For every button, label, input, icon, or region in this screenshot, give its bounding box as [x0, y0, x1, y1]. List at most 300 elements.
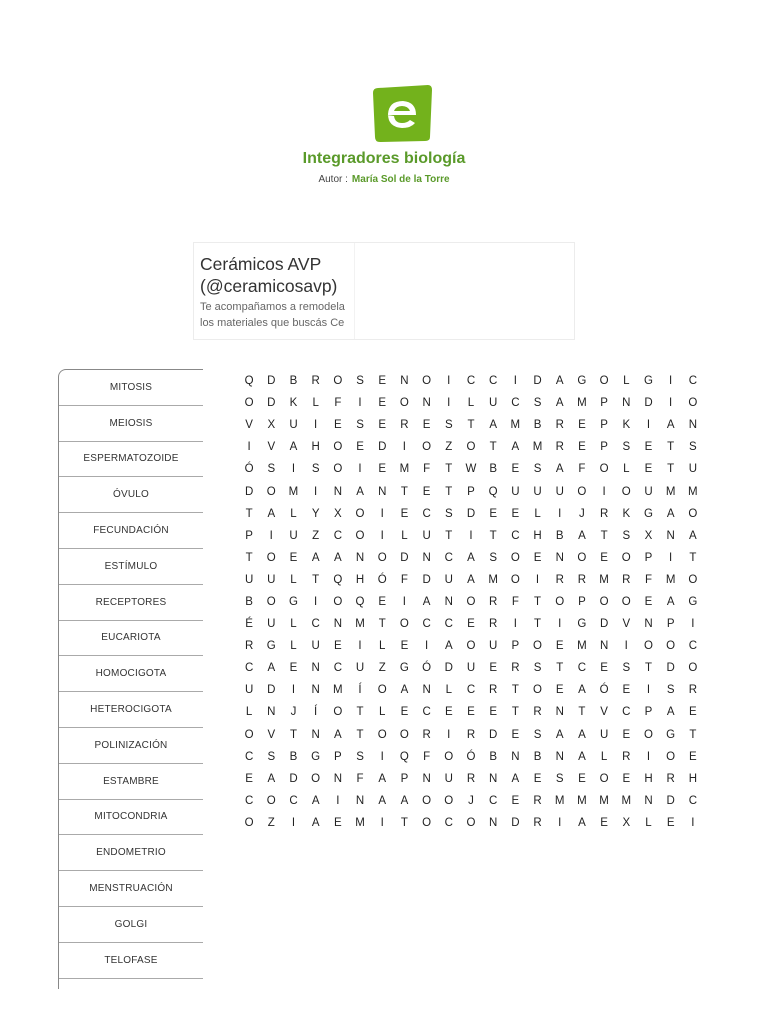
grid-letter[interactable]: V: [267, 728, 276, 741]
grid-letter[interactable]: T: [312, 573, 320, 586]
grid-letter[interactable]: R: [533, 706, 542, 719]
grid-letter[interactable]: H: [688, 772, 697, 785]
grid-letter[interactable]: I: [646, 419, 651, 432]
grid-letter[interactable]: O: [377, 684, 387, 697]
grid-letter[interactable]: S: [311, 463, 320, 476]
grid-letter[interactable]: N: [688, 419, 697, 432]
grid-letter[interactable]: G: [288, 595, 298, 608]
grid-letter[interactable]: C: [311, 618, 320, 631]
grid-letter[interactable]: R: [577, 573, 587, 586]
grid-letter[interactable]: N: [489, 816, 498, 829]
letter-grid[interactable]: [238, 370, 704, 834]
grid-letter[interactable]: D: [267, 397, 276, 410]
grid-letter[interactable]: Z: [378, 662, 386, 675]
grid-letter[interactable]: E: [400, 706, 409, 719]
grid-letter[interactable]: D: [267, 684, 276, 697]
grid-letter[interactable]: O: [444, 750, 454, 763]
grid-letter[interactable]: P: [400, 772, 409, 785]
grid-letter[interactable]: A: [267, 507, 276, 520]
grid-letter[interactable]: R: [622, 573, 631, 586]
grid-letter[interactable]: O: [311, 772, 321, 785]
grid-letter[interactable]: R: [599, 507, 609, 520]
grid-letter[interactable]: D: [466, 507, 476, 520]
grid-letter[interactable]: Ó: [377, 573, 387, 586]
grid-letter[interactable]: R: [666, 772, 675, 785]
grid-letter[interactable]: E: [489, 662, 497, 675]
grid-letter[interactable]: N: [378, 485, 387, 498]
grid-letter[interactable]: C: [444, 618, 453, 631]
grid-letter[interactable]: A: [578, 684, 586, 697]
grid-letter[interactable]: O: [399, 618, 409, 631]
grid-letter[interactable]: B: [289, 750, 298, 763]
grid-letter[interactable]: O: [666, 750, 676, 763]
grid-letter[interactable]: L: [445, 684, 452, 697]
grid-letter[interactable]: I: [380, 816, 384, 829]
grid-letter[interactable]: E: [378, 463, 387, 476]
grid-letter[interactable]: A: [400, 684, 409, 697]
grid-letter[interactable]: V: [600, 706, 608, 719]
grid-letter[interactable]: T: [445, 463, 453, 476]
grid-letter[interactable]: G: [577, 618, 587, 631]
grid-letter[interactable]: I: [447, 397, 451, 410]
grid-letter[interactable]: E: [689, 706, 697, 719]
grid-letter[interactable]: I: [380, 507, 384, 520]
grid-letter[interactable]: T: [600, 529, 608, 542]
grid-letter[interactable]: A: [422, 595, 431, 608]
grid-letter[interactable]: N: [666, 529, 675, 542]
grid-letter[interactable]: A: [267, 662, 276, 675]
grid-letter[interactable]: R: [311, 375, 320, 388]
grid-letter[interactable]: T: [289, 728, 297, 741]
grid-letter[interactable]: S: [267, 463, 276, 476]
grid-letter[interactable]: U: [311, 640, 320, 653]
grid-letter[interactable]: O: [599, 375, 609, 388]
grid-letter[interactable]: K: [289, 397, 298, 410]
grid-letter[interactable]: R: [511, 662, 520, 675]
grid-letter[interactable]: S: [489, 551, 497, 564]
grid-letter[interactable]: U: [466, 662, 476, 675]
grid-letter[interactable]: C: [244, 794, 254, 807]
grid-letter[interactable]: C: [688, 375, 697, 388]
grid-letter[interactable]: Q: [488, 485, 498, 498]
grid-letter[interactable]: A: [289, 441, 298, 454]
grid-letter[interactable]: B: [533, 419, 542, 432]
grid-letter[interactable]: E: [489, 507, 497, 520]
grid-letter[interactable]: E: [622, 728, 631, 741]
grid-letter[interactable]: V: [622, 618, 631, 631]
grid-letter[interactable]: M: [510, 419, 521, 432]
grid-letter[interactable]: A: [467, 551, 475, 564]
grid-letter[interactable]: E: [511, 463, 520, 476]
grid-letter[interactable]: I: [646, 750, 651, 763]
grid-letter[interactable]: O: [599, 463, 609, 476]
grid-letter[interactable]: F: [334, 397, 342, 410]
grid-letter[interactable]: X: [267, 419, 276, 432]
grid-letter[interactable]: N: [422, 772, 431, 785]
grid-letter[interactable]: I: [602, 485, 606, 498]
grid-letter[interactable]: F: [423, 463, 431, 476]
grid-letter[interactable]: E: [644, 463, 653, 476]
grid-letter[interactable]: R: [555, 419, 564, 432]
grid-letter[interactable]: I: [314, 595, 318, 608]
grid-letter[interactable]: E: [600, 662, 608, 675]
grid-letter[interactable]: I: [646, 684, 651, 697]
grid-letter[interactable]: E: [622, 684, 631, 697]
grid-letter[interactable]: N: [355, 794, 365, 807]
grid-letter[interactable]: G: [311, 750, 321, 763]
grid-letter[interactable]: U: [267, 618, 276, 631]
grid-letter[interactable]: A: [555, 728, 564, 741]
grid-letter[interactable]: I: [269, 529, 273, 542]
grid-letter[interactable]: T: [489, 441, 497, 454]
grid-letter[interactable]: O: [266, 485, 276, 498]
grid-letter[interactable]: C: [444, 551, 453, 564]
grid-letter[interactable]: D: [599, 618, 609, 631]
grid-letter[interactable]: I: [447, 375, 451, 388]
grid-letter[interactable]: O: [555, 595, 565, 608]
grid-letter[interactable]: I: [336, 794, 340, 807]
grid-letter[interactable]: T: [245, 507, 253, 520]
grid-letter[interactable]: E: [578, 419, 586, 432]
grid-letter[interactable]: E: [334, 816, 342, 829]
grid-letter[interactable]: H: [644, 772, 653, 785]
grid-letter[interactable]: W: [465, 463, 477, 476]
grid-letter[interactable]: M: [577, 397, 587, 410]
grid-letter[interactable]: U: [489, 640, 498, 653]
grid-letter[interactable]: M: [665, 485, 676, 498]
grid-letter[interactable]: S: [666, 684, 675, 697]
grid-letter[interactable]: R: [244, 640, 254, 653]
grid-letter[interactable]: I: [513, 375, 517, 388]
grid-letter[interactable]: N: [511, 750, 520, 763]
grid-letter[interactable]: S: [622, 441, 631, 454]
grid-letter[interactable]: L: [312, 397, 319, 410]
grid-letter[interactable]: U: [244, 573, 254, 586]
grid-letter[interactable]: U: [244, 684, 254, 697]
grid-letter[interactable]: A: [311, 551, 320, 564]
grid-letter[interactable]: O: [355, 507, 365, 520]
grid-letter[interactable]: O: [422, 816, 432, 829]
grid-letter[interactable]: U: [511, 485, 520, 498]
grid-letter[interactable]: P: [644, 706, 653, 719]
grid-letter[interactable]: J: [579, 507, 585, 520]
grid-letter[interactable]: M: [665, 573, 676, 586]
grid-letter[interactable]: T: [245, 551, 253, 564]
grid-letter[interactable]: S: [555, 772, 564, 785]
grid-letter[interactable]: E: [378, 595, 387, 608]
grid-letter[interactable]: R: [533, 816, 542, 829]
grid-letter[interactable]: N: [267, 706, 276, 719]
grid-letter[interactable]: O: [333, 463, 343, 476]
grid-letter[interactable]: S: [356, 375, 364, 388]
grid-letter[interactable]: E: [400, 640, 409, 653]
grid-letter[interactable]: F: [511, 595, 519, 608]
grid-letter[interactable]: D: [666, 662, 675, 675]
grid-letter[interactable]: M: [688, 485, 698, 498]
grid-letter[interactable]: P: [334, 750, 342, 763]
grid-letter[interactable]: C: [489, 375, 498, 388]
grid-letter[interactable]: B: [245, 595, 253, 608]
grid-letter[interactable]: O: [244, 728, 254, 741]
grid-letter[interactable]: O: [377, 728, 387, 741]
grid-letter[interactable]: E: [444, 706, 453, 719]
grid-letter[interactable]: U: [533, 485, 542, 498]
grid-letter[interactable]: A: [467, 573, 475, 586]
grid-letter[interactable]: C: [466, 684, 476, 697]
grid-letter[interactable]: U: [489, 397, 498, 410]
grid-letter[interactable]: H: [355, 573, 365, 586]
grid-letter[interactable]: N: [333, 485, 342, 498]
grid-letter[interactable]: A: [378, 794, 387, 807]
grid-letter[interactable]: P: [644, 551, 653, 564]
grid-letter[interactable]: X: [334, 507, 342, 520]
grid-letter[interactable]: O: [333, 441, 343, 454]
grid-letter[interactable]: E: [533, 772, 542, 785]
grid-letter[interactable]: E: [533, 551, 542, 564]
grid-letter[interactable]: I: [624, 640, 628, 653]
grid-letter[interactable]: N: [333, 618, 342, 631]
grid-letter[interactable]: T: [400, 816, 408, 829]
grid-letter[interactable]: I: [247, 441, 251, 454]
grid-letter[interactable]: F: [356, 772, 364, 785]
grid-letter[interactable]: D: [666, 794, 675, 807]
grid-letter[interactable]: É: [245, 618, 253, 631]
grid-letter[interactable]: T: [689, 551, 697, 564]
grid-letter[interactable]: H: [533, 529, 542, 542]
grid-letter[interactable]: R: [622, 750, 631, 763]
grid-letter[interactable]: O: [422, 794, 432, 807]
grid-letter[interactable]: K: [622, 507, 631, 520]
grid-letter[interactable]: N: [489, 772, 498, 785]
grid-letter[interactable]: A: [356, 485, 364, 498]
grid-letter[interactable]: D: [489, 728, 498, 741]
grid-letter[interactable]: M: [355, 618, 365, 631]
grid-letter[interactable]: P: [666, 618, 675, 631]
grid-letter[interactable]: T: [445, 485, 453, 498]
grid-letter[interactable]: P: [600, 397, 608, 410]
grid-letter[interactable]: L: [379, 640, 386, 653]
grid-letter[interactable]: L: [467, 397, 475, 410]
grid-letter[interactable]: E: [422, 419, 431, 432]
grid-letter[interactable]: E: [334, 640, 342, 653]
grid-letter[interactable]: I: [291, 463, 296, 476]
grid-letter[interactable]: G: [688, 595, 698, 608]
grid-letter[interactable]: S: [444, 419, 453, 432]
grid-letter[interactable]: E: [467, 618, 475, 631]
grid-letter[interactable]: A: [378, 772, 387, 785]
grid-letter[interactable]: P: [600, 419, 608, 432]
grid-letter[interactable]: Q: [333, 573, 343, 586]
grid-letter[interactable]: S: [533, 463, 542, 476]
grid-letter[interactable]: G: [266, 640, 276, 653]
grid-letter[interactable]: U: [444, 573, 453, 586]
grid-letter[interactable]: C: [622, 706, 631, 719]
grid-letter[interactable]: N: [311, 684, 320, 697]
grid-letter[interactable]: A: [267, 772, 276, 785]
grid-letter[interactable]: O: [466, 595, 476, 608]
grid-letter[interactable]: E: [378, 397, 387, 410]
grid-letter[interactable]: N: [333, 772, 342, 785]
grid-letter[interactable]: L: [379, 706, 386, 719]
grid-letter[interactable]: I: [558, 507, 562, 520]
grid-letter[interactable]: Q: [399, 750, 409, 763]
grid-letter[interactable]: M: [577, 640, 587, 653]
grid-letter[interactable]: N: [400, 375, 409, 388]
grid-letter[interactable]: B: [289, 375, 298, 388]
grid-letter[interactable]: S: [267, 750, 276, 763]
grid-letter[interactable]: L: [623, 463, 630, 476]
grid-letter[interactable]: R: [422, 728, 431, 741]
grid-letter[interactable]: T: [378, 618, 386, 631]
grid-letter[interactable]: R: [466, 772, 476, 785]
grid-letter[interactable]: T: [511, 706, 519, 719]
grid-letter[interactable]: R: [555, 573, 564, 586]
grid-letter[interactable]: A: [666, 595, 675, 608]
grid-letter[interactable]: I: [314, 419, 318, 432]
grid-letter[interactable]: E: [245, 772, 253, 785]
grid-letter[interactable]: I: [669, 551, 673, 564]
grid-letter[interactable]: E: [467, 706, 475, 719]
grid-letter[interactable]: Z: [445, 441, 453, 454]
grid-letter[interactable]: C: [466, 375, 476, 388]
grid-letter[interactable]: Y: [311, 507, 320, 520]
grid-letter[interactable]: L: [623, 375, 630, 388]
grid-letter[interactable]: P: [467, 485, 475, 498]
grid-letter[interactable]: M: [399, 463, 410, 476]
grid-letter[interactable]: E: [622, 772, 631, 785]
grid-letter[interactable]: T: [511, 684, 519, 697]
grid-letter[interactable]: O: [533, 684, 542, 697]
grid-letter[interactable]: E: [489, 706, 497, 719]
grid-letter[interactable]: U: [444, 772, 453, 785]
grid-letter[interactable]: U: [355, 662, 365, 675]
grid-letter[interactable]: N: [555, 750, 564, 763]
grid-letter[interactable]: Ó: [244, 463, 254, 476]
grid-letter[interactable]: E: [644, 441, 653, 454]
grid-letter[interactable]: C: [422, 618, 431, 631]
grid-letter[interactable]: C: [422, 706, 431, 719]
grid-letter[interactable]: M: [333, 684, 343, 697]
grid-letter[interactable]: U: [422, 529, 431, 542]
grid-letter[interactable]: I: [358, 397, 362, 410]
grid-letter[interactable]: E: [356, 441, 364, 454]
grid-letter[interactable]: O: [266, 595, 276, 608]
grid-letter[interactable]: S: [533, 397, 542, 410]
grid-letter[interactable]: S: [356, 750, 364, 763]
grid-letter[interactable]: O: [599, 595, 609, 608]
grid-letter[interactable]: A: [666, 419, 675, 432]
grid-letter[interactable]: T: [534, 618, 542, 631]
author-name[interactable]: María Sol de la Torre: [351, 174, 450, 185]
grid-letter[interactable]: O: [510, 551, 520, 564]
grid-letter[interactable]: S: [533, 662, 542, 675]
grid-letter[interactable]: N: [599, 640, 609, 653]
grid-letter[interactable]: P: [578, 595, 586, 608]
grid-letter[interactable]: I: [358, 640, 362, 653]
grid-letter[interactable]: N: [422, 684, 431, 697]
grid-letter[interactable]: Ó: [466, 750, 476, 763]
grid-letter[interactable]: A: [489, 419, 497, 432]
grid-letter[interactable]: I: [691, 618, 695, 631]
grid-letter[interactable]: T: [534, 595, 542, 608]
grid-letter[interactable]: M: [532, 441, 543, 454]
grid-letter[interactable]: A: [578, 529, 586, 542]
grid-letter[interactable]: O: [244, 816, 254, 829]
grid-letter[interactable]: R: [555, 441, 564, 454]
grid-letter[interactable]: C: [511, 529, 520, 542]
grid-letter[interactable]: O: [466, 640, 476, 653]
grid-letter[interactable]: E: [378, 375, 387, 388]
grid-letter[interactable]: U: [289, 529, 298, 542]
grid-letter[interactable]: D: [422, 573, 431, 586]
grid-letter[interactable]: O: [466, 816, 476, 829]
grid-letter[interactable]: S: [533, 728, 542, 741]
grid-letter[interactable]: C: [422, 507, 431, 520]
grid-letter[interactable]: S: [622, 662, 631, 675]
grid-letter[interactable]: B: [533, 750, 542, 763]
grid-letter[interactable]: J: [468, 794, 474, 807]
grid-letter[interactable]: I: [535, 573, 540, 586]
grid-letter[interactable]: I: [402, 441, 406, 454]
grid-letter[interactable]: T: [356, 706, 364, 719]
grid-letter[interactable]: S: [356, 419, 364, 432]
grid-letter[interactable]: U: [289, 419, 298, 432]
grid-letter[interactable]: Z: [267, 816, 275, 829]
grid-letter[interactable]: T: [578, 706, 586, 719]
grid-letter[interactable]: I: [558, 618, 562, 631]
grid-letter[interactable]: T: [467, 419, 475, 432]
grid-letter[interactable]: T: [644, 662, 652, 675]
grid-letter[interactable]: O: [333, 375, 343, 388]
grid-letter[interactable]: N: [555, 551, 564, 564]
grid-letter[interactable]: I: [424, 640, 429, 653]
grid-letter[interactable]: O: [577, 551, 587, 564]
grid-letter[interactable]: O: [533, 640, 542, 653]
grid-letter[interactable]: E: [511, 507, 520, 520]
grid-letter[interactable]: I: [691, 816, 695, 829]
grid-letter[interactable]: V: [245, 419, 253, 432]
grid-letter[interactable]: N: [311, 728, 320, 741]
grid-letter[interactable]: U: [688, 463, 697, 476]
grid-letter[interactable]: A: [511, 441, 520, 454]
grid-letter[interactable]: Ó: [422, 662, 432, 675]
grid-letter[interactable]: E: [600, 816, 608, 829]
grid-letter[interactable]: A: [334, 551, 342, 564]
grid-letter[interactable]: V: [267, 441, 276, 454]
grid-letter[interactable]: L: [401, 529, 408, 542]
grid-letter[interactable]: X: [622, 816, 631, 829]
grid-letter[interactable]: I: [291, 816, 296, 829]
grid-letter[interactable]: U: [644, 485, 653, 498]
grid-letter[interactable]: A: [578, 728, 586, 741]
grid-letter[interactable]: M: [488, 573, 498, 586]
grid-letter[interactable]: T: [445, 529, 453, 542]
grid-letter[interactable]: K: [622, 419, 631, 432]
grid-letter[interactable]: D: [444, 662, 453, 675]
grid-letter[interactable]: A: [578, 750, 586, 763]
grid-letter[interactable]: S: [689, 441, 697, 454]
grid-letter[interactable]: A: [555, 375, 564, 388]
grid-letter[interactable]: R: [466, 728, 476, 741]
grid-letter[interactable]: C: [577, 662, 587, 675]
grid-letter[interactable]: O: [577, 485, 587, 498]
grid-letter[interactable]: N: [444, 595, 453, 608]
grid-letter[interactable]: D: [400, 551, 409, 564]
grid-letter[interactable]: D: [267, 375, 276, 388]
grid-letter[interactable]: A: [555, 463, 564, 476]
grid-letter[interactable]: T: [400, 485, 408, 498]
grid-letter[interactable]: N: [555, 706, 564, 719]
